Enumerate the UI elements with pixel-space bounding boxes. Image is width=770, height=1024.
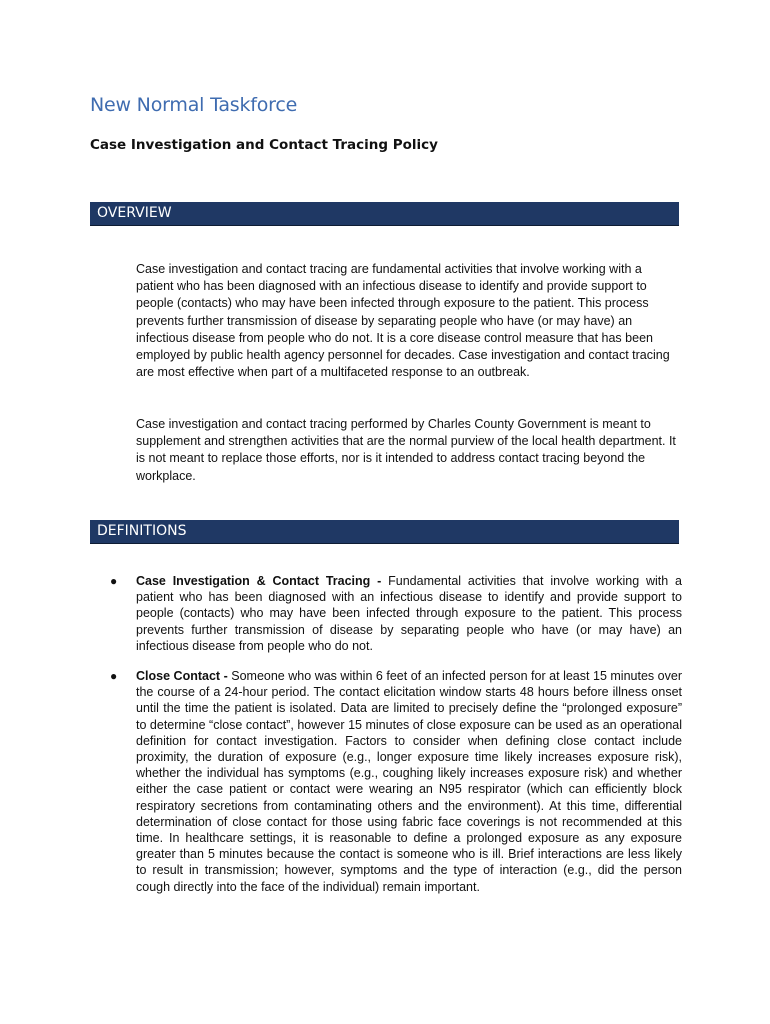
overview-heading: OVERVIEW	[97, 205, 172, 221]
bullet-icon: ●	[110, 669, 118, 684]
definitions-list	[110, 573, 682, 909]
definition-term: Case Investigation & Contact Tracing -	[136, 574, 389, 588]
overview-section-header	[90, 202, 679, 226]
definitions-heading: DEFINITIONS	[97, 523, 187, 539]
definition-item	[110, 668, 682, 895]
overview-paragraph-2: Case investigation and contact tracing performed by Charles County Government is meant to supplement and strengthen activities that are the normal purview of the local health department. It is not meant to replace those efforts, nor is it intended to address contact tracing beyond the workplace.	[136, 417, 676, 483]
definition-text: Someone who was within 6 feet of an infected person for at least 15 minutes over the course of a 24-hour period. The contact elicitation window starts 48 hours before illness onset until the time the patient is isolated. Data are limited to precisely define the “prolonged exposure” to determine “close contact”, however 15 minutes of close exposure can be used as an operational definition for contact investigation. Factors to consider when defining close contact include proximity, the duration of exposure (e.g., longer exposure time likely increases exposure risk), whether the individual has symptoms (e.g., coughing likely increases exposure risk) and whether either the case patient or contact were wearing an N95 respirator (which can efficiently block respiratory secretions from contaminating others and the environment). At this time, differential determination of close contact for those using fabric face coverings is not recommended at this time. In healthcare settings, it is reasonable to define a prolonged exposure as any exposure greater than 5 minutes because the contact is someone who is ill. Brief interactions are less likely to result in transmission; however, symptoms and the type of interaction (e.g., did the person cough directly into the face of the individual) remain important.	[136, 669, 682, 894]
document-title: Case Investigation and Contact Tracing Policy	[90, 137, 438, 153]
bullet-icon: ●	[110, 574, 118, 588]
overview-paragraph-1: Case investigation and contact tracing are fundamental activities that involve working with a patient who has been diagnosed with an infectious disease to identify and provide support to people (contacts) who may have been infected through exposure to the patient. This process prevents further transmission of disease by separating people who have (or may have) an infectious disease from people who do not. It is a core disease control measure that has been employed by public health agency personnel for decades. Case investigation and contact tracing are most effective when part of a multifaceted response to an outbreak.	[136, 262, 670, 380]
definitions-section-header	[90, 520, 679, 544]
definition-term: Close Contact -	[136, 669, 232, 684]
definition-item	[110, 573, 682, 654]
definition-text: Fundamental activities that involve working with a patient who has been diagnosed with an infectious disease to identify and provide support to people (contacts) who may have been infected through exposure to the patient. This process prevents further transmission of disease by separating people who have (or may have) an infectious disease from people who do not.	[136, 574, 682, 653]
org-title: New Normal Taskforce	[90, 94, 298, 116]
